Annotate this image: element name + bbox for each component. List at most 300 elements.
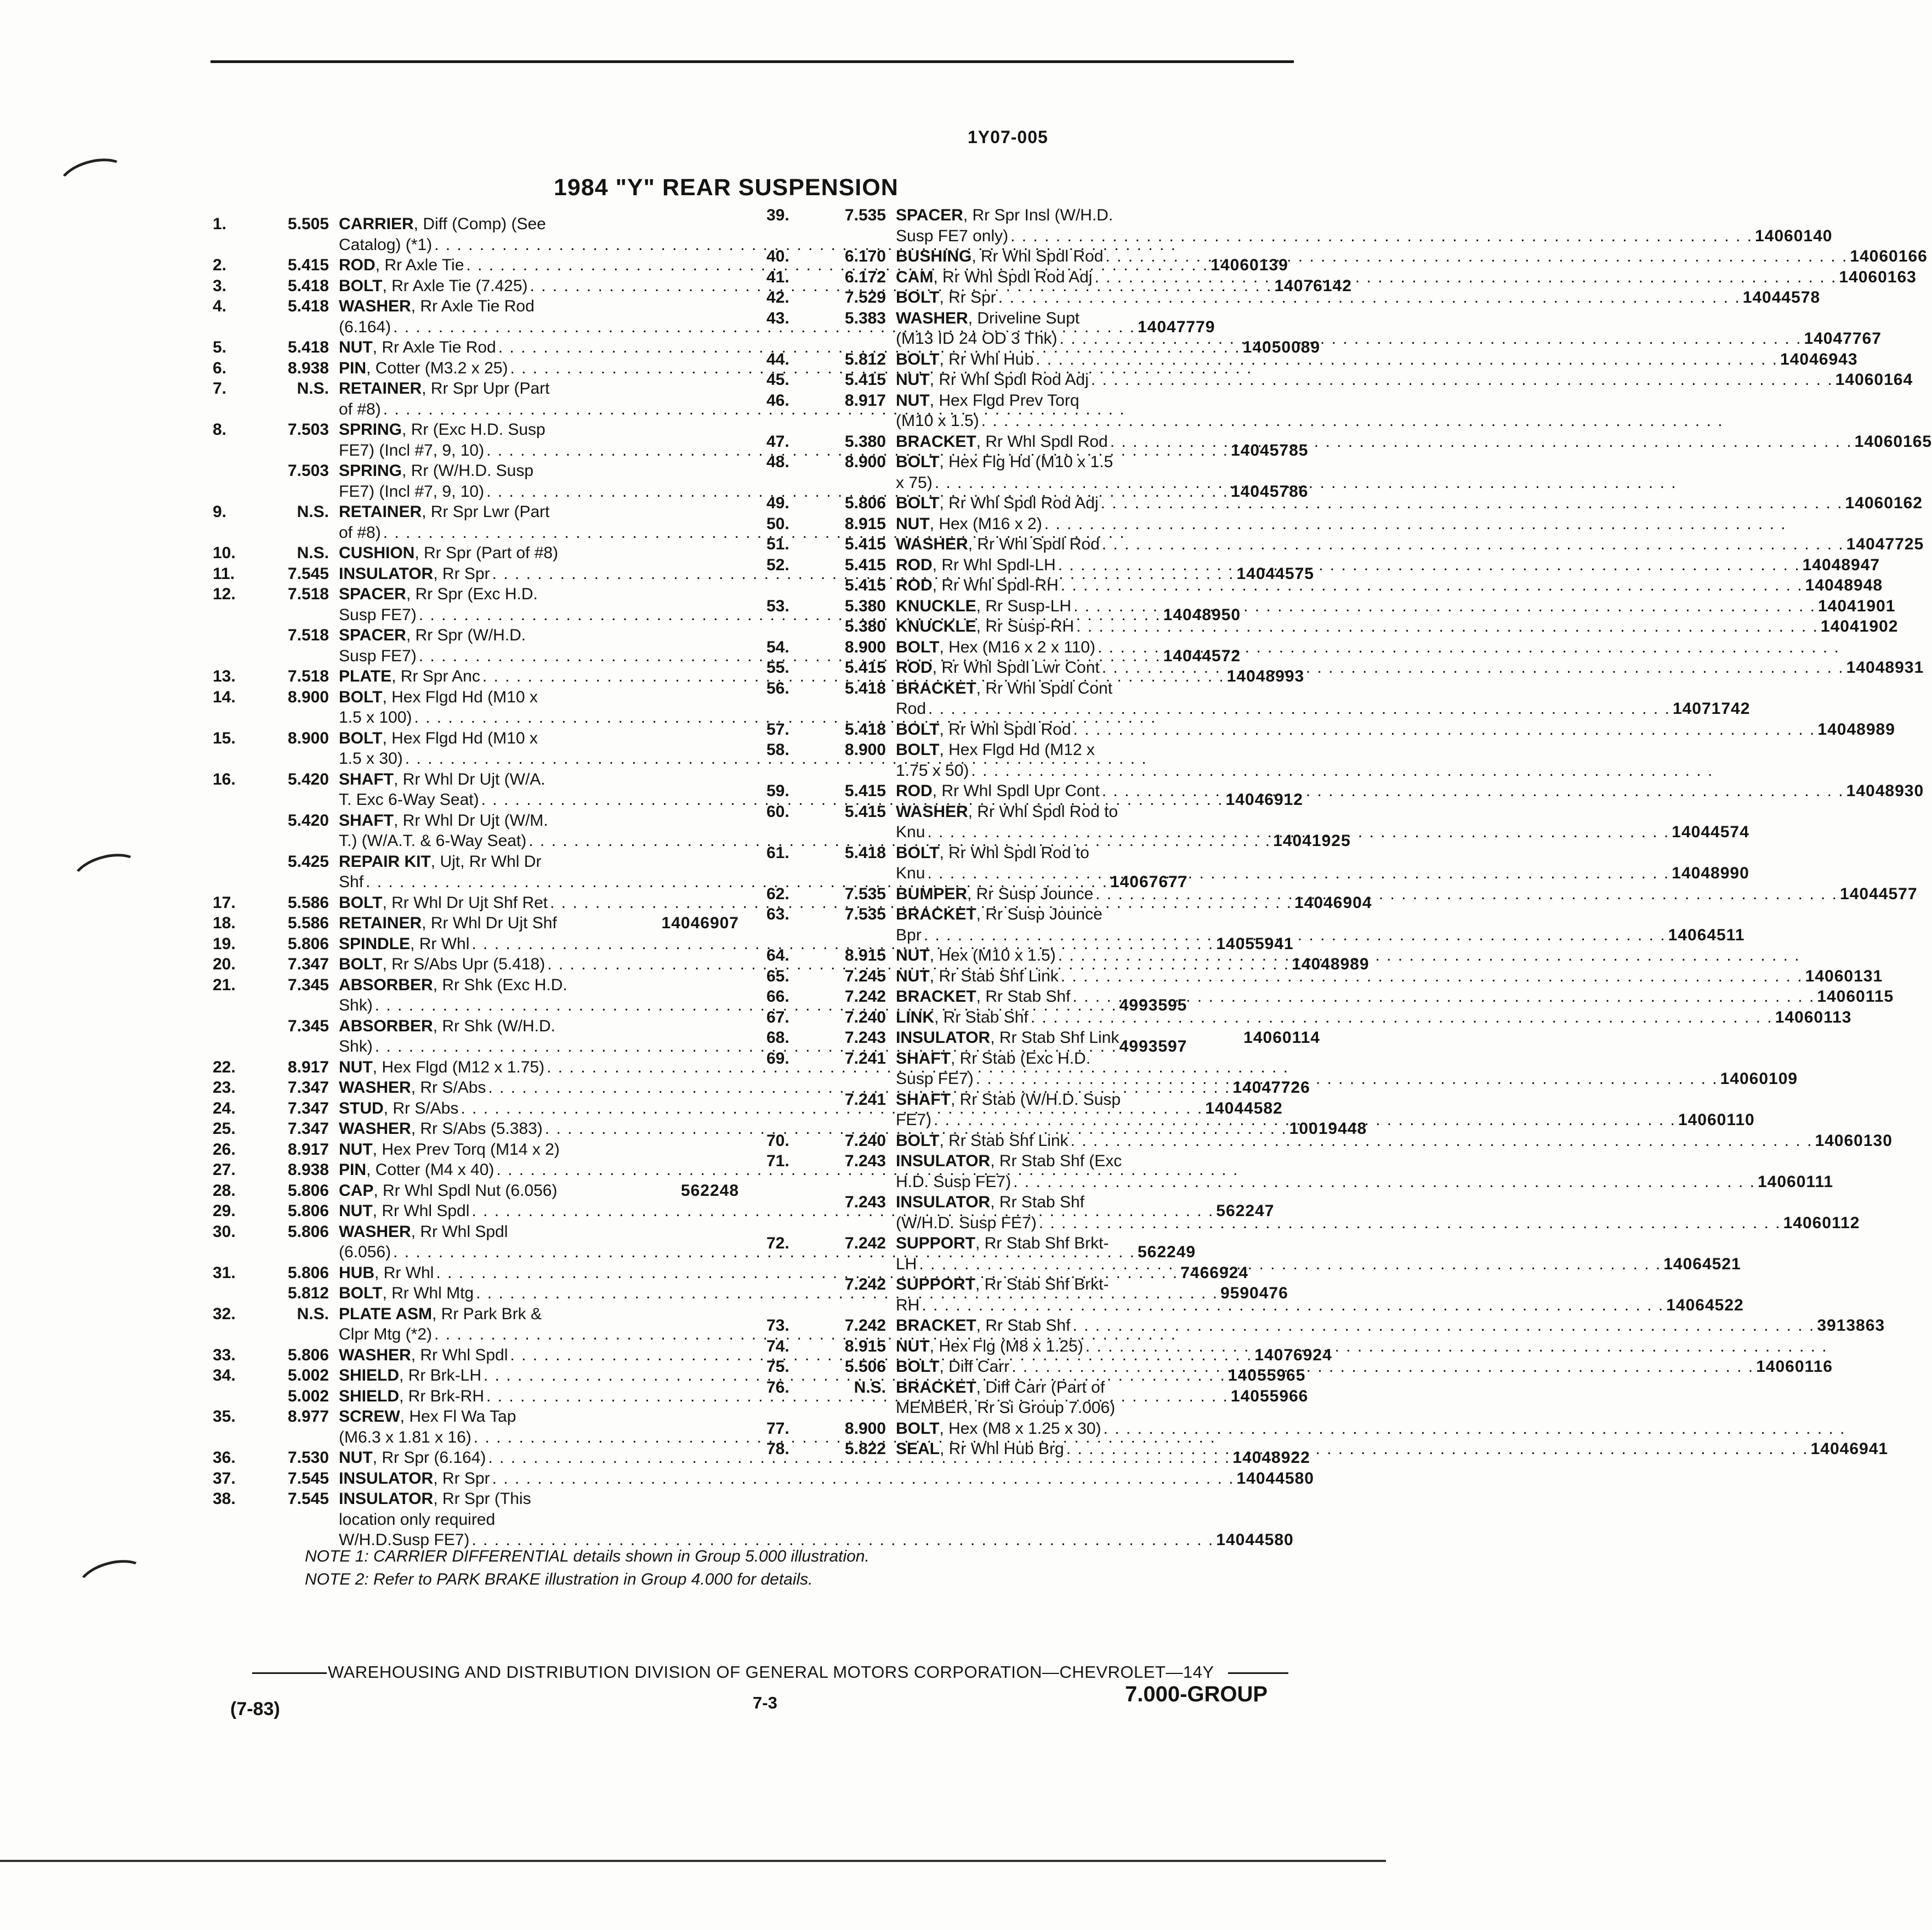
- part-number: 14048922: [1232, 1449, 1310, 1467]
- part-detail: , Rr Axle Tie Rod: [372, 338, 496, 356]
- part-number: 14060130: [1815, 1131, 1893, 1150]
- item-number: 22.: [213, 1058, 236, 1076]
- part-name: NUT: [896, 514, 930, 533]
- description-text: [339, 1201, 469, 1222]
- description-text: [339, 1448, 486, 1468]
- part-row: [766, 657, 1924, 678]
- part-detail: , Hex Fl Wa Tap: [400, 1407, 516, 1426]
- item-number: 17.: [213, 893, 236, 912]
- part-row: [766, 637, 1320, 658]
- part-detail: , Rr Whl Spdl Rod to: [939, 843, 1089, 862]
- description-line: [896, 966, 1883, 987]
- part-row: [766, 781, 1924, 802]
- part-row: [766, 945, 1320, 966]
- description-line: [339, 913, 739, 934]
- part-number: 14044575: [1236, 564, 1314, 583]
- description-line: [896, 328, 1882, 349]
- item-number: [766, 1274, 812, 1315]
- description-text: [339, 893, 548, 913]
- part-name: BRACKET: [896, 679, 976, 697]
- description-text: [896, 1377, 1105, 1398]
- part-detail: , Rr Shk (Exc H.D.: [433, 975, 567, 994]
- part-description: [896, 287, 1820, 308]
- item-number: 34.: [213, 1366, 236, 1384]
- item-number: [213, 1283, 255, 1304]
- item-number: 8.: [213, 421, 227, 439]
- part-detail: , Rr Whl Spdl Rod Adj: [939, 494, 1099, 512]
- part-row: [213, 543, 739, 564]
- part-name: BOLT: [896, 741, 940, 759]
- description-text: Rod: [896, 700, 927, 718]
- part-number: 14060115: [1817, 987, 1894, 1006]
- leader-dots: [998, 287, 1741, 308]
- description-text: [896, 904, 1103, 925]
- description-text: [339, 564, 490, 584]
- group-number: 7.243: [844, 1152, 886, 1170]
- description-text: [896, 1192, 1084, 1213]
- description-line: [896, 1172, 1833, 1193]
- part-detail: , Rr Stab (Exc H.D.: [951, 1049, 1091, 1068]
- part-row: [766, 1192, 1860, 1233]
- part-number: 14055941: [1216, 934, 1294, 953]
- part-name: BOLT: [896, 288, 940, 306]
- item-number: [213, 461, 255, 502]
- item-number: 71.: [766, 1152, 789, 1170]
- item-number: 73.: [766, 1316, 789, 1335]
- group-number: 8.900: [844, 1419, 886, 1438]
- leader-dots: [1061, 575, 1803, 596]
- leader-dots: [1072, 1315, 1815, 1336]
- part-description: [896, 575, 1883, 596]
- part-number: 14048948: [1805, 576, 1883, 594]
- group-number: 7.545: [287, 564, 329, 583]
- part-name: NUT: [896, 946, 930, 964]
- part-description: [896, 1131, 1893, 1151]
- item-number: 38.: [213, 1490, 236, 1508]
- leader-dots: [1010, 226, 1753, 247]
- group-number: 5.812: [844, 350, 886, 368]
- part-detail: , Rr Axle Tie: [375, 256, 464, 274]
- part-description: [339, 543, 739, 564]
- part-number: 14048989: [1292, 955, 1370, 973]
- item-number: 31.: [213, 1263, 236, 1282]
- part-description: [896, 1028, 1320, 1048]
- group-number: 8.938: [287, 1161, 329, 1179]
- part-detail: , Rr Whl Spdl Rod: [939, 720, 1071, 739]
- group-number: 5.418: [844, 843, 886, 862]
- item-number: 52.: [766, 555, 789, 574]
- part-name: NUT: [896, 391, 930, 410]
- item-number: 19.: [213, 934, 236, 953]
- description-text: (M13 ID 24 OD 3 Thk): [896, 330, 1058, 348]
- leader-dots: [1013, 1172, 1755, 1193]
- description-line: [896, 1069, 1798, 1089]
- description-text: Clpr Mtg (*2): [339, 1325, 433, 1343]
- part-number: 14046943: [1780, 350, 1858, 368]
- group-number: 5.002: [287, 1387, 329, 1405]
- group-number: 5.380: [844, 617, 886, 635]
- leader-dots: [934, 1110, 1676, 1131]
- description-text: LH: [896, 1254, 917, 1273]
- description-text: location only required: [339, 1510, 496, 1529]
- group-number: 5.822: [844, 1440, 886, 1458]
- part-name: BOLT: [339, 1284, 383, 1302]
- part-detail: , Hex (M16 x 2 x 110): [939, 638, 1095, 656]
- part-number: 14046907: [661, 914, 739, 932]
- item-number: 56.: [766, 679, 789, 697]
- part-name: WASHER: [896, 535, 968, 553]
- part-detail: , Rr Whl Spdl-LH: [932, 555, 1056, 574]
- part-number: 562248: [680, 1181, 739, 1200]
- part-number: 14044578: [1742, 288, 1821, 306]
- description-line: [896, 802, 1749, 822]
- item-number: 60.: [766, 802, 789, 821]
- part-row: [766, 205, 1833, 246]
- description-line: [896, 226, 1832, 247]
- part-description: [896, 1007, 1851, 1028]
- part-number: 14060131: [1805, 967, 1883, 985]
- description-text: [339, 1139, 560, 1160]
- description-line: [896, 678, 1750, 699]
- description-text: [339, 419, 545, 440]
- part-detail: , Rr Susp-RH: [976, 617, 1075, 635]
- part-row: [766, 1336, 1320, 1357]
- group-number: 7.529: [844, 288, 886, 306]
- description-text: [896, 966, 1059, 987]
- group-number: 7.535: [844, 884, 886, 903]
- part-name: ROD: [896, 659, 933, 677]
- part-name: BOLT: [896, 1358, 940, 1376]
- group-number: 5.806: [287, 1222, 329, 1241]
- part-number: 14044580: [1216, 1531, 1294, 1549]
- description-line: [896, 432, 1932, 452]
- description-text: Susp FE7): [896, 1070, 974, 1088]
- part-number: 14060114: [1243, 1029, 1320, 1047]
- item-number: 49.: [766, 494, 789, 512]
- part-number: 14060165: [1854, 432, 1932, 451]
- part-name: BRACKET: [896, 905, 976, 923]
- part-row: [766, 1048, 1798, 1089]
- group-number: 7.535: [844, 905, 886, 923]
- group-number: 7.241: [844, 1090, 886, 1109]
- description-text: [339, 1119, 543, 1139]
- part-number: 14044582: [1205, 1099, 1283, 1117]
- part-detail: , Rr Whl Spdl Rod: [971, 247, 1104, 265]
- part-number: 14060139: [1211, 256, 1288, 274]
- item-number: 45.: [766, 371, 789, 389]
- part-detail: , Rr S/Abs: [383, 1099, 459, 1117]
- item-number: 23.: [213, 1078, 236, 1097]
- part-number: 14047779: [1137, 317, 1215, 336]
- part-name: BOLT: [339, 276, 383, 295]
- part-name: SHAFT: [896, 1090, 951, 1109]
- part-detail: , Rr Stab Shf: [990, 1193, 1084, 1211]
- group-number: 5.418: [844, 679, 886, 697]
- part-row: [766, 1233, 1741, 1274]
- description-text: [339, 1222, 508, 1242]
- part-description: [339, 1180, 739, 1201]
- item-number: 62.: [766, 884, 789, 903]
- item-number: 33.: [213, 1346, 236, 1364]
- description-line: [339, 543, 739, 564]
- item-number: 25.: [213, 1120, 236, 1138]
- part-name: SHAFT: [339, 770, 394, 788]
- part-number: 14041901: [1817, 597, 1896, 615]
- part-description: [896, 802, 1749, 843]
- leader-space: [557, 913, 662, 934]
- leader-dots: [1071, 1131, 1813, 1151]
- part-row: [766, 719, 1895, 740]
- description-text: [896, 986, 1070, 1007]
- description-line: [896, 657, 1924, 678]
- part-name: KNUCKLE: [896, 597, 976, 615]
- description-line: [896, 555, 1880, 576]
- item-number: 24.: [213, 1099, 236, 1117]
- item-number: 65.: [766, 967, 789, 985]
- part-name: BOLT: [339, 688, 383, 706]
- part-detail: , Rr Spr: [939, 288, 996, 306]
- part-detail: , Rr Spr (6.164): [372, 1449, 486, 1467]
- group-number: 8.900: [287, 729, 329, 747]
- description-text: [896, 555, 1056, 576]
- group-number: 8.900: [287, 688, 329, 706]
- description-text: [896, 740, 1095, 760]
- description-line: [339, 1489, 1294, 1509]
- group-number: 7.545: [287, 1490, 329, 1508]
- part-name: WASHER: [339, 1346, 411, 1364]
- part-number: 14076924: [1254, 1346, 1332, 1364]
- part-row: [766, 1274, 1744, 1315]
- description-text: [339, 543, 558, 564]
- part-detail: , Rr Whl: [410, 934, 470, 953]
- item-number: 35.: [213, 1407, 236, 1426]
- group-number: 5.383: [844, 309, 886, 327]
- group-number: 7.240: [844, 1008, 886, 1026]
- description-text: [896, 308, 1079, 329]
- part-number: 14055965: [1228, 1366, 1306, 1384]
- part-detail: , Rr Brk-RH: [399, 1387, 484, 1405]
- leader-dots: [1091, 370, 1833, 390]
- item-number: 78.: [766, 1440, 789, 1458]
- description-line: [339, 1468, 1314, 1489]
- leader-dots: [927, 863, 1669, 884]
- item-number: 30.: [213, 1222, 236, 1241]
- description-line: [896, 1007, 1851, 1028]
- leader-dots: [1061, 966, 1803, 987]
- part-name: INSULATOR: [339, 1490, 434, 1508]
- part-name: ROD: [896, 555, 933, 574]
- item-number: 28.: [213, 1181, 236, 1200]
- part-detail: , Hex Flgd Prev Torq: [929, 391, 1079, 410]
- item-number: [766, 1192, 812, 1233]
- description-line: [896, 1439, 1888, 1460]
- description-text: [896, 1048, 1090, 1069]
- description-text: (6.164): [339, 317, 391, 336]
- item-number: 36.: [213, 1449, 236, 1467]
- description-line: [896, 246, 1928, 267]
- description-text: [339, 852, 541, 872]
- part-description: [896, 452, 1679, 493]
- group-number: 5.586: [287, 893, 329, 912]
- group-number: 5.806: [287, 1346, 329, 1364]
- description-line: [896, 884, 1918, 905]
- part-row: [766, 432, 1932, 452]
- part-description: [896, 843, 1749, 884]
- item-number: 16.: [213, 770, 236, 788]
- leader-dots: [1104, 1418, 1846, 1439]
- group-number: 5.505: [287, 215, 329, 233]
- description-line: [896, 575, 1883, 596]
- part-row: [213, 378, 739, 419]
- part-number: 14048931: [1846, 659, 1924, 677]
- part-detail: , Ujt, Rr Whl Dr: [430, 852, 542, 871]
- item-number: 15.: [213, 729, 236, 747]
- group-number: 6.172: [844, 268, 886, 286]
- part-description: [896, 1233, 1741, 1274]
- group-number: 5.506: [844, 1358, 886, 1376]
- description-text: [339, 1077, 486, 1098]
- item-number: 2.: [213, 256, 227, 274]
- part-name: CAM: [896, 268, 934, 286]
- item-number: 18.: [213, 914, 236, 932]
- part-number: 14048947: [1802, 555, 1880, 574]
- part-name: STUD: [339, 1099, 384, 1117]
- part-detail: , Rr Stab Shf Link: [929, 967, 1059, 985]
- part-number: 14060113: [1775, 1008, 1852, 1026]
- binder-hole-mark: [73, 1553, 152, 1608]
- description-text: [339, 1406, 516, 1427]
- description-text: [339, 810, 548, 831]
- part-row: [766, 740, 1320, 781]
- part-detail: , Rr Whl Spdl Rod: [968, 535, 1100, 553]
- part-row: [213, 1304, 739, 1345]
- part-description: [896, 308, 1882, 349]
- part-number: 14060164: [1835, 371, 1913, 389]
- part-row: [766, 534, 1924, 555]
- description-text: [339, 728, 538, 749]
- leader-space: [557, 1180, 680, 1201]
- group-number: 7.518: [287, 667, 329, 685]
- part-row: [213, 502, 739, 543]
- part-detail: , Rr Whl Dr Ujt (W/A.: [394, 770, 545, 788]
- part-name: PLATE ASM: [339, 1304, 432, 1323]
- part-name: SHAFT: [339, 811, 394, 830]
- group-number: 5.812: [287, 1284, 329, 1302]
- description-text: [339, 378, 550, 399]
- part-name: NUT: [896, 1337, 930, 1355]
- part-number: 14060111: [1757, 1172, 1834, 1191]
- description-text: of #8): [339, 523, 381, 542]
- part-detail: , Cotter (M3.2 x 25): [366, 359, 508, 377]
- part-row: [766, 308, 1882, 349]
- item-number: 4.: [213, 297, 227, 315]
- description-text: Susp FE7 only): [896, 226, 1009, 245]
- part-row: [766, 1151, 1834, 1192]
- description-line: [896, 452, 1679, 473]
- group-number: 8.938: [287, 359, 329, 377]
- leader-dots: [1101, 493, 1843, 514]
- part-description: [896, 637, 1842, 658]
- part-number: 14044574: [1672, 823, 1749, 841]
- description-text: [896, 1131, 1069, 1151]
- group-number: 5.380: [844, 432, 886, 451]
- part-number: 14060140: [1754, 226, 1833, 245]
- part-name: ABSORBER: [339, 975, 433, 994]
- description-text: [339, 687, 538, 708]
- description-text: W/H.D.Susp FE7): [339, 1531, 470, 1549]
- leader-dots: [1039, 1213, 1781, 1234]
- item-number: 72.: [766, 1234, 789, 1252]
- part-detail: , Rr (Exc H.D. Susp: [402, 421, 545, 439]
- note: NOTE 1: CARRIER DIFFERENTIAL details shown in Group 5.000 illustration.: [305, 1547, 870, 1565]
- item-number: 14.: [213, 688, 236, 706]
- part-description: [896, 1151, 1833, 1192]
- part-name: BUMPER: [896, 884, 968, 903]
- part-number: 14060116: [1756, 1358, 1833, 1376]
- part-name: BOLT: [896, 350, 940, 368]
- description-line: [896, 370, 1913, 390]
- item-number: 74.: [766, 1337, 789, 1355]
- item-number: 55.: [766, 659, 789, 677]
- part-name: WASHER: [339, 1120, 411, 1138]
- part-description: [896, 986, 1894, 1007]
- part-number: 14071742: [1672, 700, 1751, 718]
- description-line: [896, 349, 1858, 370]
- description-line: [896, 205, 1832, 226]
- description-line: [896, 267, 1917, 288]
- description-text: FE7) (Incl #7, 9, 10): [339, 482, 485, 501]
- group-number: 5.806: [287, 934, 329, 953]
- description-line: [896, 1377, 1320, 1398]
- item-number: 51.: [766, 535, 789, 553]
- part-name: RETAINER: [339, 379, 422, 398]
- group-number: 7.245: [844, 967, 886, 985]
- description-text: [896, 884, 1093, 905]
- group-number: 7.243: [844, 1029, 886, 1047]
- part-row: [213, 1139, 739, 1160]
- part-detail: , Hex Flgd Hd (M10 x: [382, 729, 538, 747]
- description-text: [896, 637, 1095, 658]
- description-line: [896, 1254, 1741, 1275]
- description-text: [896, 1315, 1070, 1336]
- part-detail: , Rr Spr (Part of #8): [414, 544, 559, 562]
- part-name: NUT: [339, 1202, 373, 1220]
- item-number: [213, 852, 255, 893]
- item-number: [213, 625, 255, 666]
- description-line: [896, 637, 1842, 658]
- part-description: [896, 1356, 1833, 1377]
- part-name: ABSORBER: [339, 1017, 433, 1035]
- part-name: INSULATOR: [896, 1029, 991, 1047]
- description-text: [896, 1439, 1064, 1460]
- item-number: 43.: [766, 309, 789, 327]
- item-number: 54.: [766, 638, 789, 656]
- top-rule: [211, 60, 1294, 63]
- item-number: 40.: [766, 247, 789, 265]
- description-text: [339, 954, 545, 975]
- part-name: PIN: [339, 359, 367, 377]
- description-text: Susp FE7): [339, 605, 417, 624]
- description-text: [339, 1365, 481, 1386]
- part-name: CARRIER: [339, 215, 414, 233]
- part-name: RETAINER: [339, 914, 422, 932]
- note: NOTE 2: Refer to PARK BRAKE illustration in Group 4.000 for details.: [305, 1570, 813, 1588]
- description-text: [896, 1356, 1009, 1377]
- leader-dots: [924, 925, 1666, 946]
- part-description: [896, 267, 1917, 288]
- part-row: [213, 1160, 739, 1180]
- part-description: [896, 1336, 1830, 1357]
